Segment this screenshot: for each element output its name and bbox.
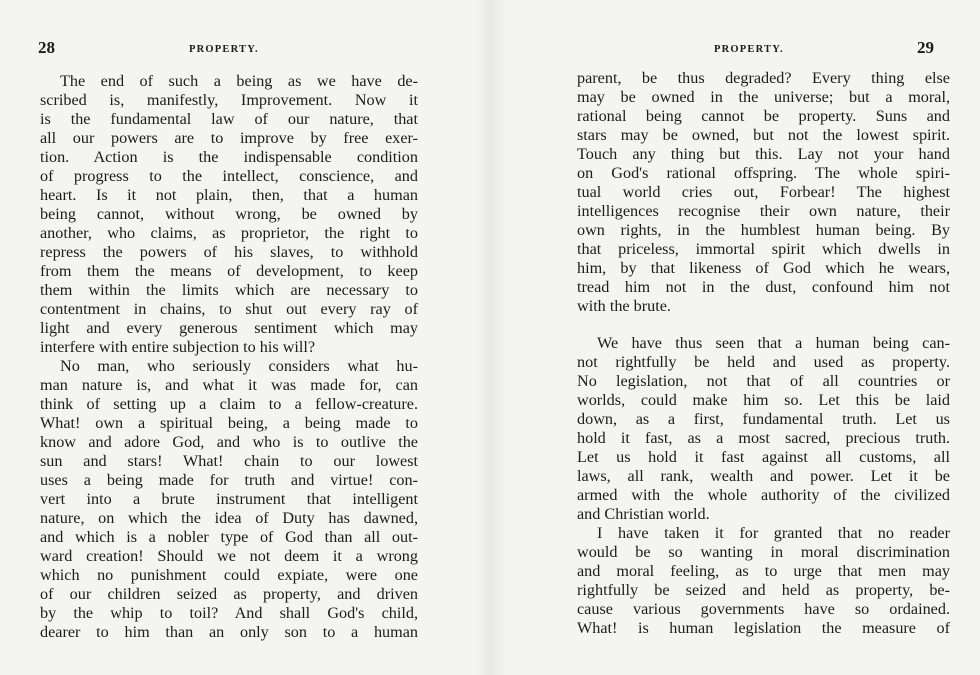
- text-line: with the brute.: [577, 297, 671, 315]
- text-line: laws, all rank, wealth and power. Let it be: [577, 467, 950, 485]
- text-line: worlds, could make him so. Let this be laid: [577, 391, 950, 409]
- text-line: What! is human legislation the measure of: [577, 619, 950, 637]
- text-line: contentment in chains, to shut out every ray of: [40, 300, 418, 318]
- text-line: think of setting up a claim to a fellow-creature.: [40, 395, 418, 413]
- text-line: We have thus seen that a human being can-: [597, 334, 950, 352]
- paragraph-break: [577, 316, 950, 334]
- text-line: parent, be thus degraded? Every thing else: [577, 69, 950, 87]
- text-line: would be so wanting in moral discrimination: [577, 543, 950, 561]
- text-line: intelligences recognise their own nature, their: [577, 202, 950, 220]
- text-line: heart. Is it not plain, then, that a human: [40, 186, 418, 204]
- text-line: hold it fast, as a most sacred, precious truth.: [577, 429, 950, 447]
- text-line: Touch any thing but this. Lay not your hand: [577, 145, 950, 163]
- page-number-left: 28: [38, 38, 55, 57]
- text-line: sun and stars! What! chain to our lowest: [40, 452, 418, 470]
- text-line: I have taken it for granted that no reader: [597, 524, 950, 542]
- text-line: Let us hold it fast against all customs, all: [577, 448, 950, 466]
- text-line: from them the means of development, to keep: [40, 262, 418, 280]
- running-head-right: PROPERTY.: [714, 44, 784, 55]
- text-line: light and every generous sentiment which may: [40, 319, 418, 337]
- text-line: them within the limits which are necessary to: [40, 281, 418, 299]
- text-line: stars may be owned, but not the lowest spirit.: [577, 126, 950, 144]
- text-line: armed with the whole authority of the civilized: [577, 486, 950, 504]
- text-line: not rightfully be held and used as property.: [577, 353, 950, 371]
- text-line: man nature is, and what it was made for, can: [40, 376, 418, 394]
- text-line: know and adore God, and who is to outlive the: [40, 433, 418, 451]
- body-text-right: [577, 69, 950, 638]
- text-line: tual world cries out, Forbear! The highest: [577, 183, 950, 201]
- text-line: and which is a nobler type of God than all out-: [40, 528, 418, 546]
- text-line: of progress to the intellect, conscience, and: [40, 167, 418, 185]
- text-line: interfere with entire subjection to his will?: [40, 338, 316, 356]
- text-line: scribed is, manifestly, Improvement. Now it: [40, 91, 418, 109]
- text-line: uses a being made for truth and virtue! con-: [40, 471, 418, 489]
- text-line: ward creation! Should we not deem it a wrong: [40, 547, 418, 565]
- text-line: being cannot, without wrong, be owned by: [40, 205, 418, 223]
- text-line: all our powers are to improve by free exer-: [40, 129, 418, 147]
- text-line: No man, who seriously considers what hu-: [60, 357, 418, 375]
- text-line: tread him not in the dust, confound him not: [577, 278, 950, 296]
- text-line: repress the powers of his slaves, to withhold: [40, 243, 418, 261]
- text-line: cause various governments have so ordained.: [577, 600, 950, 618]
- text-line: nature, on which the idea of Duty has dawned,: [40, 509, 418, 527]
- text-line: own rights, in the humblest human being. By: [577, 221, 950, 239]
- text-line: tion. Action is the indispensable condition: [40, 148, 418, 166]
- text-line: and Christian world.: [577, 505, 710, 523]
- text-line: dearer to him than an only son to a human: [40, 623, 418, 641]
- text-line: down, as a first, fundamental truth. Let us: [577, 410, 950, 428]
- text-line: is the fundamental law of our nature, that: [40, 110, 418, 128]
- text-line: that priceless, immortal spirit which dwells in: [577, 240, 950, 258]
- page-number-right: 29: [917, 38, 934, 57]
- body-text-left: [40, 72, 418, 642]
- text-line: by the whip to toil? And shall God's child,: [40, 604, 418, 622]
- text-line: The end of such a being as we have de-: [60, 72, 418, 90]
- text-line: may be owned in the universe; but a moral,: [577, 88, 950, 106]
- text-line: on God's rational offspring. The whole spiri-: [577, 164, 950, 182]
- text-line: another, who claims, as proprietor, the right to: [40, 224, 418, 242]
- text-line: What! own a spiritual being, a being made to: [40, 414, 418, 432]
- text-line: of our children seized as property, and driven: [40, 585, 418, 603]
- text-line: and moral feeling, as to urge that men may: [577, 562, 950, 580]
- text-line: No legislation, not that of all countries or: [577, 372, 950, 390]
- right-page: [490, 0, 980, 675]
- text-line: him, by that likeness of God which he wears,: [577, 259, 950, 277]
- text-line: rational being cannot be property. Suns and: [577, 107, 950, 125]
- text-line: which no punishment could expiate, were one: [40, 566, 418, 584]
- running-head-left: PROPERTY.: [189, 44, 259, 55]
- text-line: rightfully be seized and held as property, be-: [577, 581, 950, 599]
- text-line: vert into a brute instrument that intelligent: [40, 490, 418, 508]
